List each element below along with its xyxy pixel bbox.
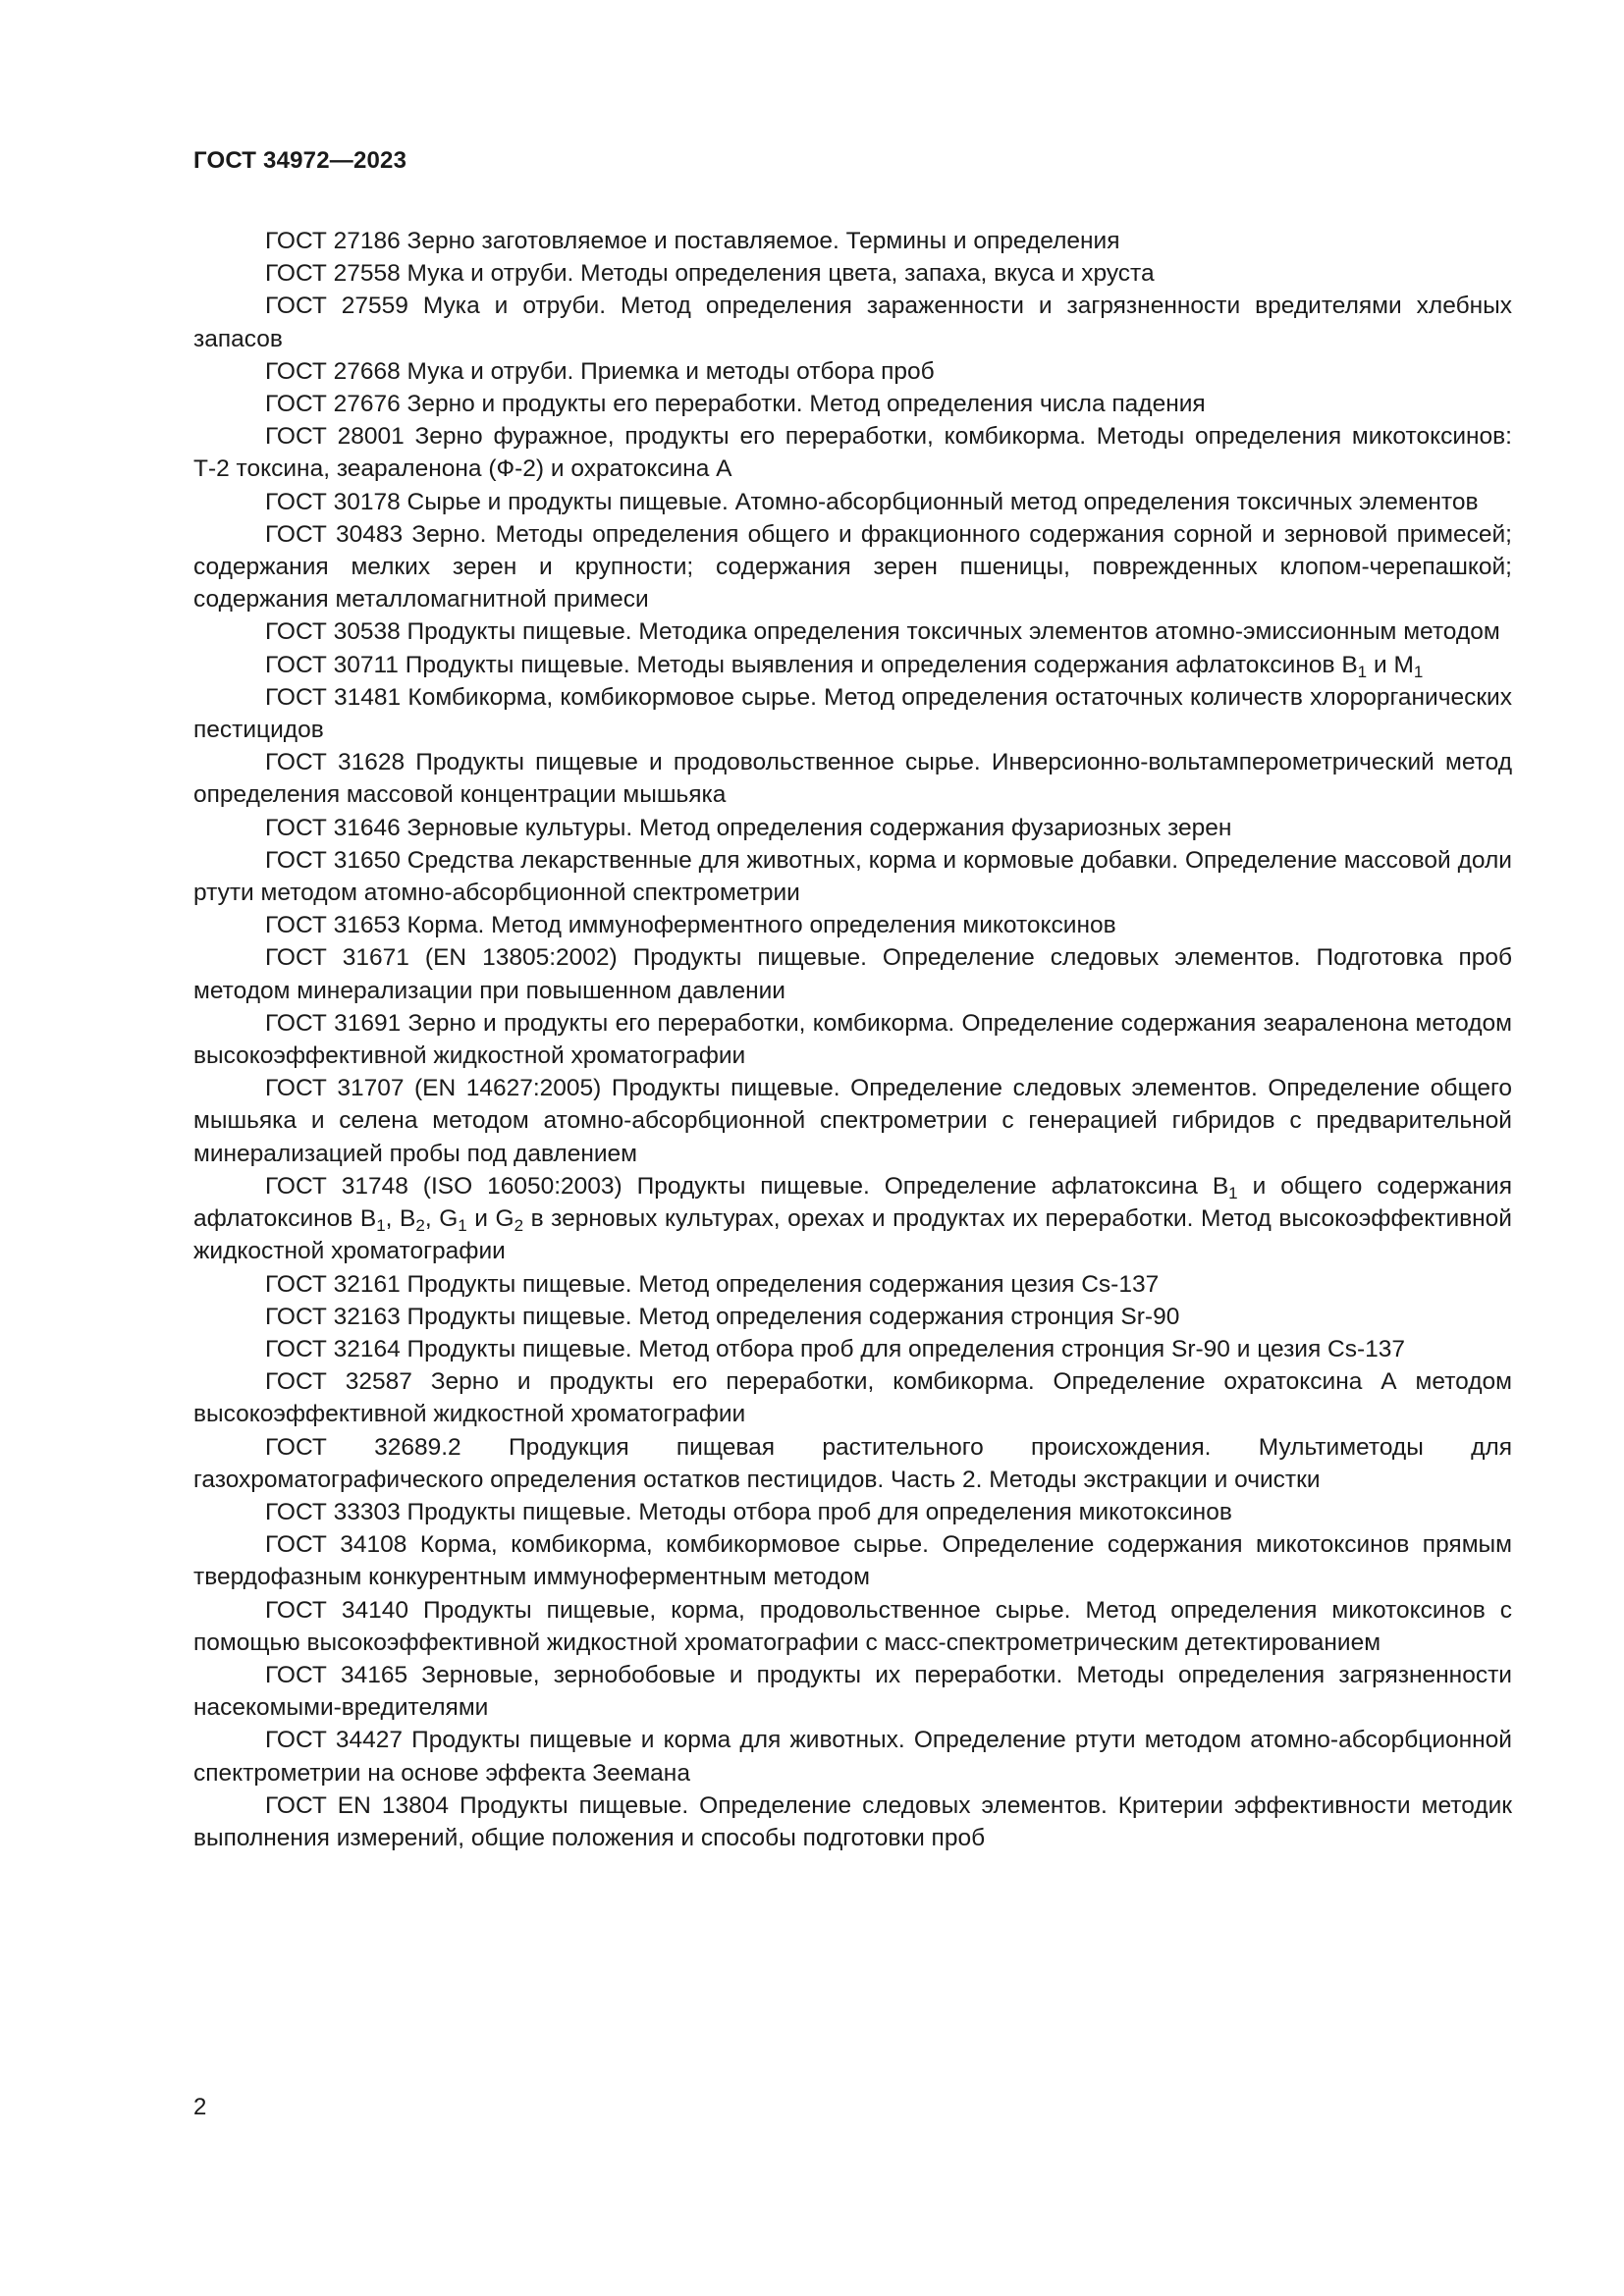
reference-entry: ГОСТ 31691 Зерно и продукты его переработки, комбикорма. Определение содержания зеараленона методом высокоэффективной жидкостной хроматографии (193, 1009, 1512, 1070)
reference-entry: ГОСТ 32587 Зерно и продукты его переработки, комбикорма. Определение охратоксина А методом высокоэффективной жидкостной хроматографии (193, 1368, 1512, 1428)
reference-entry: ГОСТ EN 13804 Продукты пищевые. Определение следовых элементов. Критерии эффективности методик выполнения измерений, общие положения и способы подготовки проб (193, 1791, 1512, 1851)
page-number: 2 (193, 2094, 207, 2120)
reference-entry: ГОСТ 32163 Продукты пищевые. Метод определения содержания стронция Sr-90 (265, 1303, 1180, 1330)
reference-entry: ГОСТ 31481 Комбикорма, комбикормовое сырье. Метод определения остаточных количеств хлорорганических пестицидов (193, 683, 1512, 744)
reference-entry: ГОСТ 27558 Мука и отруби. Методы определения цвета, запаха, вкуса и хруста (265, 260, 1155, 288)
reference-entry: ГОСТ 30483 Зерно. Методы определения общего и фракционного содержания сорной и зерновой примесей; содержания мелких зерен и крупности; содержания зерен пшеницы, поврежденных клопом-черепашкой; содержания металломагнитной примеси (193, 520, 1512, 614)
reference-entry: ГОСТ 27668 Мука и отруби. Приемка и методы отбора проб (265, 357, 935, 385)
reference-entry: ГОСТ 30178 Сырье и продукты пищевые. Атомно-абсорбционный метод определения токсичных элементов (265, 488, 1479, 515)
reference-entry: ГОСТ 31653 Корма. Метод иммуноферментного определения микотоксинов (265, 912, 1116, 939)
reference-entry: ГОСТ 31646 Зерновые культуры. Метод определения содержания фузариозных зерен (265, 814, 1232, 841)
reference-entry: ГОСТ 32689.2 Продукция пищевая растительного происхождения. Мультиметоды для газохроматографического определения остатков пестицидов. Часть 2. Методы экстракции и очистки (193, 1433, 1512, 1493)
reference-entry: ГОСТ 31671 (EN 13805:2002) Продукты пищевые. Определение следовых элементов. Подготовка проб методом минерализации при повышенном давлении (193, 944, 1512, 1004)
reference-entry: ГОСТ 34140 Продукты пищевые, корма, продовольственное сырье. Метод определения микотоксинов с помощью высокоэффективной жидкостной хроматографии с масс-спектрометрическим детектированием (193, 1596, 1512, 1656)
page-header: ГОСТ 34972—2023 (193, 147, 407, 174)
reference-entry: ГОСТ 27559 Мука и отруби. Метод определения зараженности и загрязненности вредителями хлебных запасов (193, 293, 1512, 352)
reference-entry: ГОСТ 34427 Продукты пищевые и корма для животных. Определение ртути методом атомно-абсорбционной спектрометрии на основе эффекта Зеемана (193, 1727, 1512, 1787)
reference-entry: ГОСТ 33303 Продукты пищевые. Методы отбора проб для определения микотоксинов (265, 1498, 1232, 1525)
reference-entry: ГОСТ 27186 Зерно заготовляемое и поставляемое. Термины и определения (265, 228, 1120, 254)
reference-entry: ГОСТ 32164 Продукты пищевые. Метод отбора проб для определения стронция Sr-90 и цезия Cs-137 (265, 1335, 1406, 1362)
reference-entry: ГОСТ 30711 Продукты пищевые. Методы выявления и определения содержания афлатоксинов $B_1$ и $M_1$ (265, 651, 1424, 681)
reference-entry: ГОСТ 34165 Зерновые, зернобобовые и продукты их переработки. Методы определения загрязненности насекомыми-вредителями (193, 1661, 1512, 1722)
reference-entry: ГОСТ 31650 Средства лекарственные для животных, корма и кормовые добавки. Определение массовой доли ртути методом атомно-абсорбционной спектрометрии (193, 846, 1512, 907)
reference-entry: ГОСТ 28001 Зерно фуражное, продукты его переработки, комбикорма. Методы определения микотоксинов: Т-2 токсина, зеараленона (Ф-2) и охратоксина А (193, 423, 1512, 483)
reference-entry: ГОСТ 27676 Зерно и продукты его переработки. Метод определения числа падения (265, 391, 1206, 418)
reference-entry: ГОСТ 32161 Продукты пищевые. Метод определения содержания цезия Cs-137 (265, 1270, 1160, 1298)
reference-entry: ГОСТ 30538 Продукты пищевые. Методика определения токсичных элементов атомно-эмиссионным методом (265, 618, 1500, 646)
reference-entry: ГОСТ 31707 (EN 14627:2005) Продукты пищевые. Определение следовых элементов. Определение общего мышьяка и селена методом атомно-абсорбционной спектрометрии с генерацией гибридов с предварительной минерализацией пробы под давлением (193, 1075, 1512, 1167)
reference-entry: ГОСТ 34108 Корма, комбикорма, комбикормовое сырье. Определение содержания микотоксинов прямым твердофазным конкурентным иммуноферментным методом (193, 1531, 1512, 1591)
reference-entry: ГОСТ 31628 Продукты пищевые и продовольственное сырье. Инверсионно-вольтамперометрический метод определения массовой концентрации мышьяка (193, 749, 1512, 809)
references-list (193, 225, 1512, 1854)
reference-entry: ГОСТ 31748 (ISO 16050:2003) Продукты пищевые. Определение афлатоксина $B_1$ и общего содержания афлатоксинов $B_1$, $B_2$, $G_1$ и $G_2$ в зерновых культурах, орехах и продуктах их переработки. Метод высокоэффективной жидкостной хроматографии (193, 1172, 1512, 1265)
